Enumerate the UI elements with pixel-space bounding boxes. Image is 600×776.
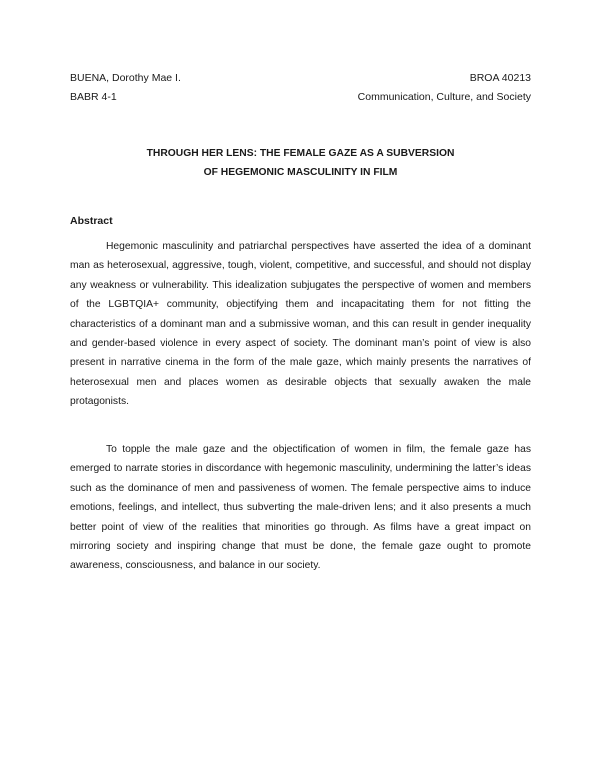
class-section: BABR 4-1 (70, 91, 117, 103)
course-code: BROA 40213 (469, 72, 531, 84)
course-title: Communication, Culture, and Society (357, 91, 531, 103)
abstract-paragraph-2: To topple the male gaze and the objectification of women in film, the female gaze has emerged to narrate stories in discordance with hegemonic masculinity, undermining the latter’s ideas such as the dominance of men and passiveness of women. The female perspective aims to induce emotions, feelings, and intellect, thus subverting the male-driven lens; and it also presents a much better point of view of the realities that minorities go through. As films have a great impact on mirroring society and inspiring change that must be done, the female gaze ought to promote awareness, consciousness, and balance in our society. (70, 444, 531, 572)
title-line-2: OF HEGEMONIC MASCULINITY IN FILM (203, 167, 398, 178)
header-row-2 (70, 90, 531, 104)
abstract-heading: Abstract (70, 215, 113, 227)
title-line-1: THROUGH HER LENS: THE FEMALE GAZE AS A SUBVERSION (146, 148, 455, 159)
author-name: BUENA, Dorothy Mae I. (70, 72, 181, 84)
paper-title (70, 144, 531, 182)
header-row-1 (70, 71, 531, 85)
abstract-paragraph-1: Hegemonic masculinity and patriarchal perspectives have asserted the idea of a dominant man as heterosexual, aggressive, tough, violent, competitive, and successful, and should not display any weakness or vulnerability. This idealization subjugates the perspective of women and members of the LGBTQIA+ community, objectifying them and incapacitating them for not fitting the characteristics of a dominant man and a submissive woman, and this can result in gender inequality and gender-based violence in every aspect of society. The dominant man’s point of view is also present in narrative cinema in the form of the male gaze, which mainly presents the narratives of heterosexual men and places women as desirable objects that sexually awaken the male protagonists. (70, 241, 531, 408)
